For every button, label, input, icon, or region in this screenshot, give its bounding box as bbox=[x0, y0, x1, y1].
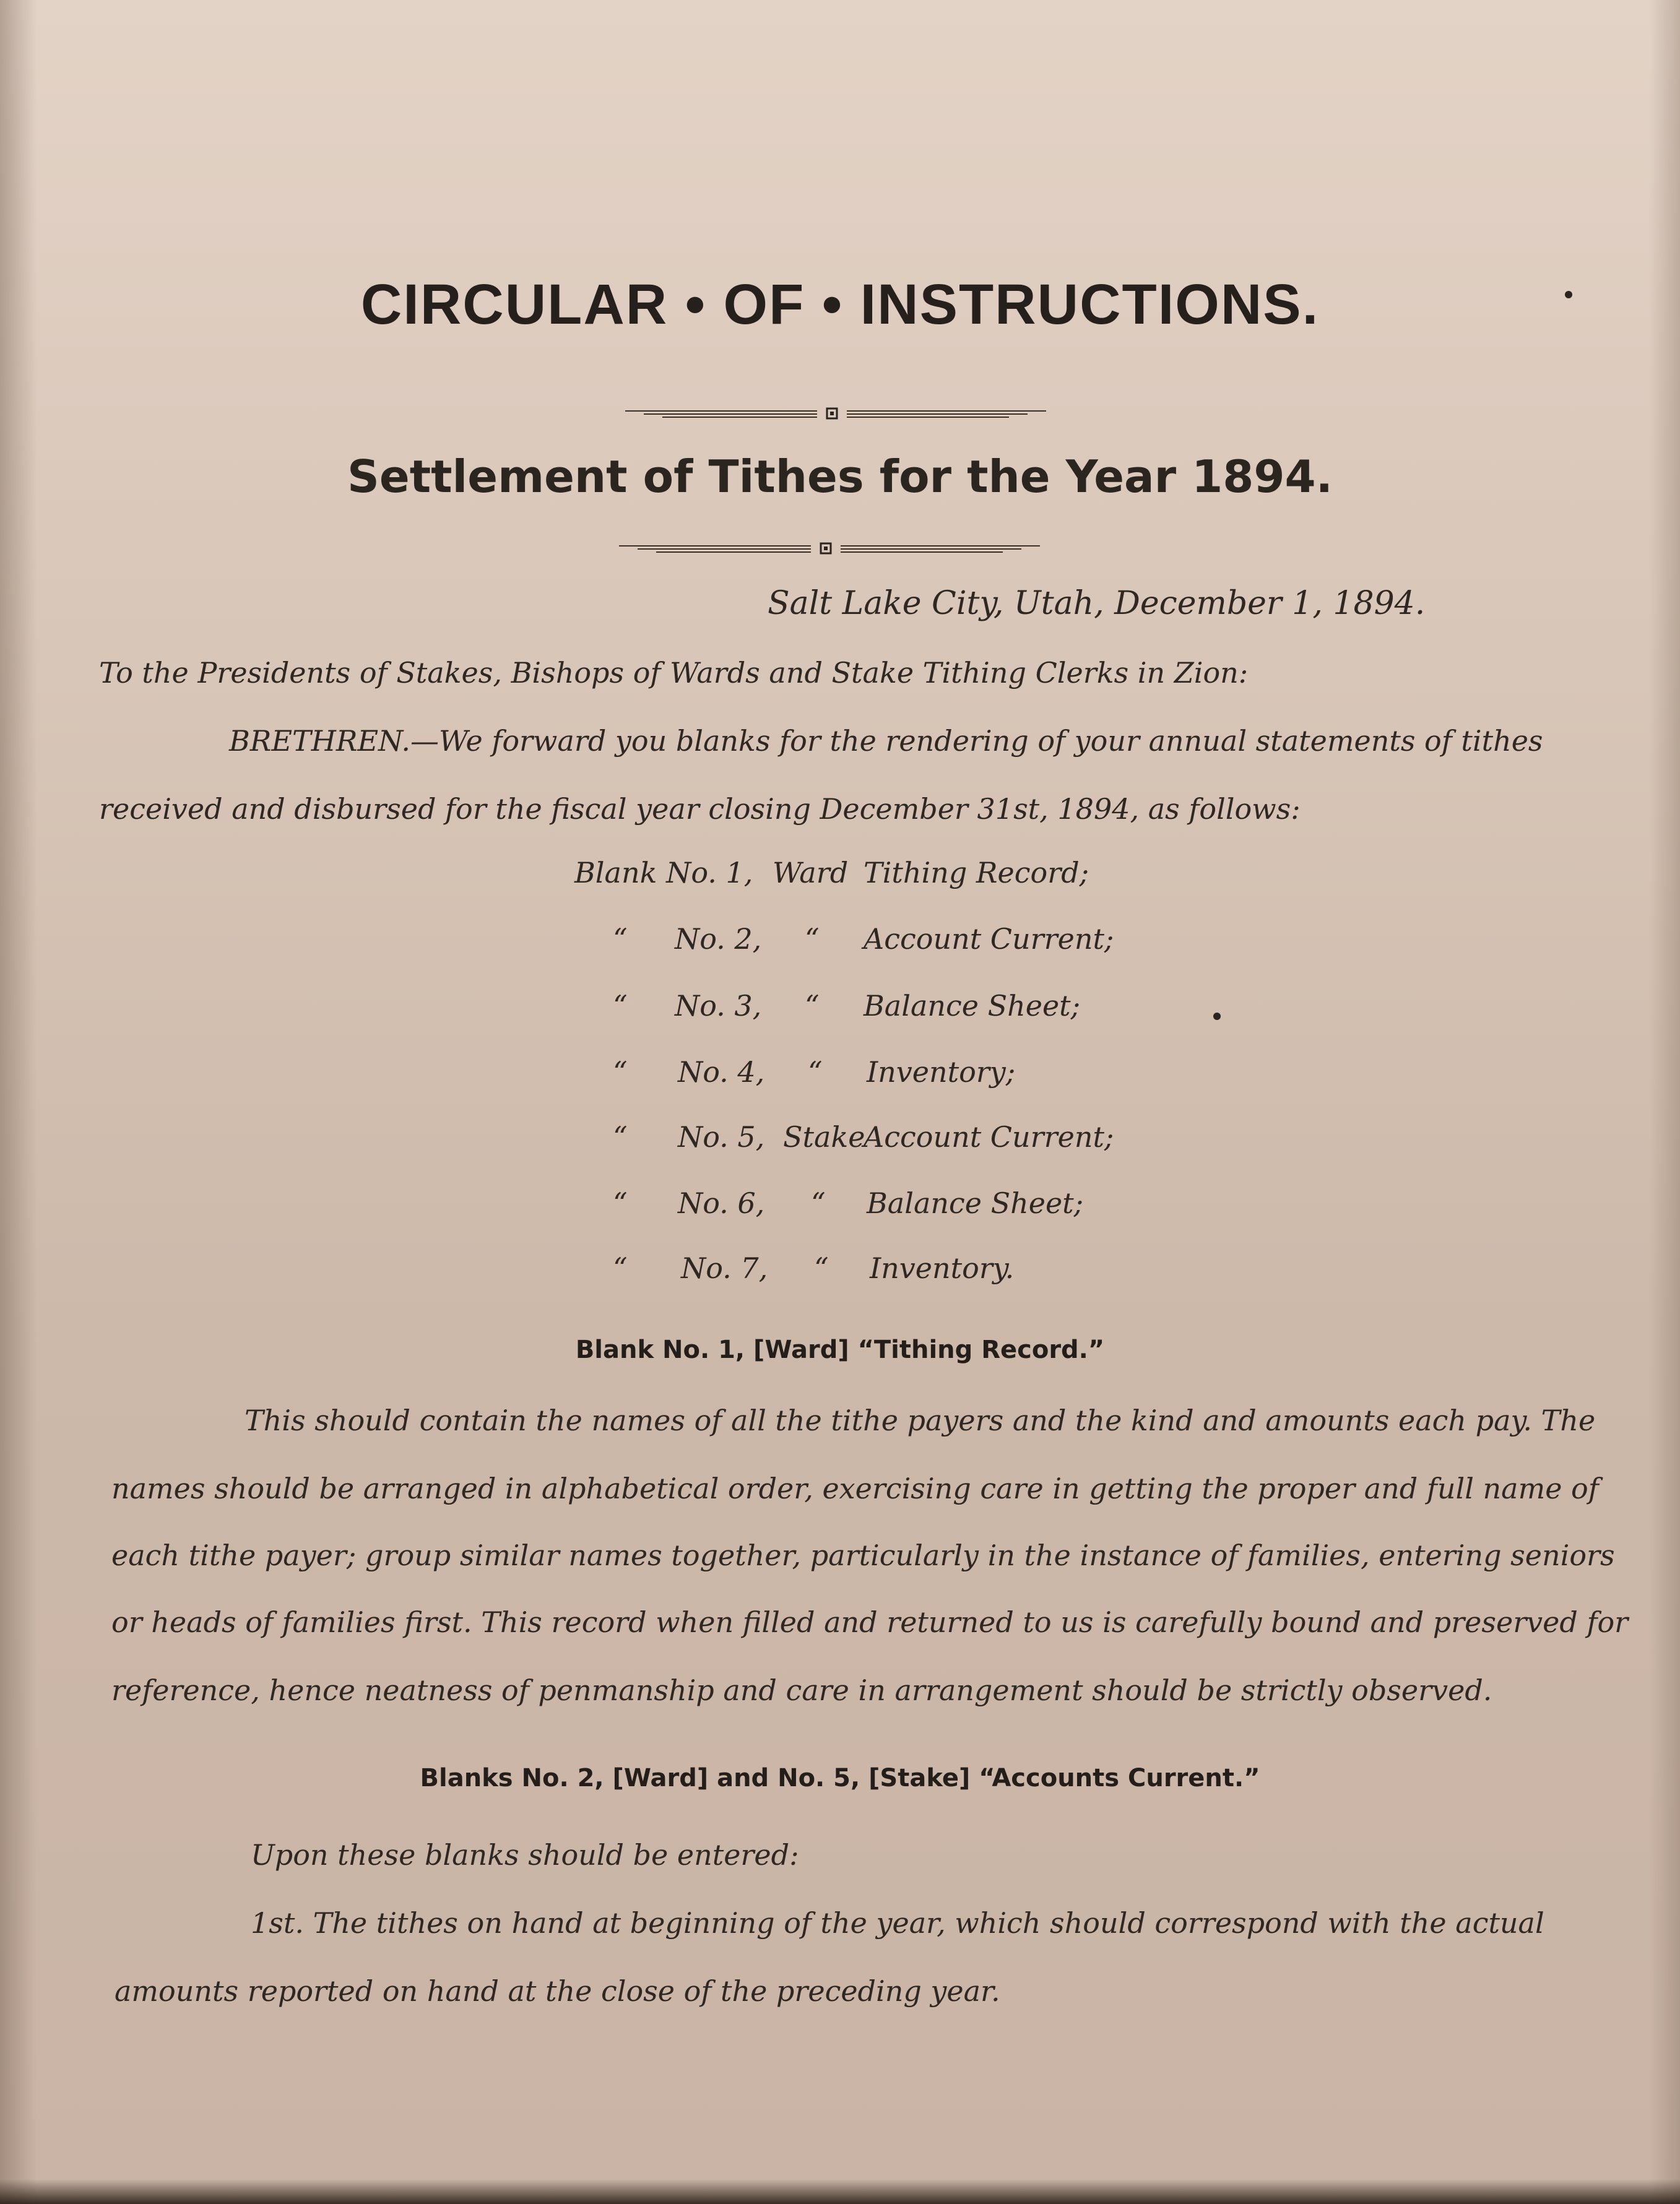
blank-scope: Stake bbox=[783, 1120, 865, 1154]
ditto-mark: “ bbox=[613, 989, 628, 1022]
blank-number: No. 7, bbox=[681, 1251, 768, 1285]
ditto-mark: “ bbox=[613, 1055, 628, 1089]
intro-line: received and disbursed for the fiscal year closing December 31st, 1894, as follows: bbox=[99, 792, 1301, 826]
section-heading: Blank No. 1, [Ward] “Tithing Record.” bbox=[575, 1336, 1105, 1364]
paragraph-line: names should be arranged in alphabetical order, exercising care in getting the proper and full name of bbox=[111, 1472, 1599, 1505]
blank-scope: “ bbox=[814, 1251, 829, 1285]
ink-speck bbox=[1565, 291, 1572, 298]
blank-name: Account Current; bbox=[864, 922, 1114, 956]
blank-number: No. 4, bbox=[678, 1055, 765, 1089]
ornamental-rule-icon bbox=[619, 542, 1040, 555]
section-heading: Blanks No. 2, [Ward] and No. 5, [Stake] “Accounts Current.” bbox=[420, 1764, 1260, 1792]
blank-number: No. 5, bbox=[678, 1120, 765, 1154]
blank-scope: “ bbox=[808, 1055, 823, 1089]
blank-name: Balance Sheet; bbox=[864, 989, 1081, 1022]
blank-name: Tithing Record; bbox=[864, 856, 1089, 889]
paragraph-line: 1st. The tithes on hand at beginning of the year, which should correspond with the actual bbox=[251, 1906, 1544, 1940]
blank-number: No. 3, bbox=[675, 989, 762, 1022]
blank-name: Balance Sheet; bbox=[867, 1186, 1084, 1220]
ditto-mark: “ bbox=[613, 1186, 628, 1220]
paragraph-line: reference, hence neatness of penmanship and care in arrangement should be strictly observed. bbox=[111, 1674, 1492, 1707]
ditto-mark: “ bbox=[613, 922, 628, 956]
document-title: CIRCULAR • OF • INSTRUCTIONS. bbox=[360, 273, 1320, 336]
salutation: To the Presidents of Stakes, Bishops of Wards and Stake Tithing Clerks in Zion: bbox=[99, 656, 1249, 689]
blank-name: Inventory; bbox=[867, 1055, 1016, 1089]
paragraph-line: This should contain the names of all the tithe payers and the kind and amounts each pay. The bbox=[245, 1404, 1596, 1437]
page-bottom-edge bbox=[0, 2179, 1680, 2204]
blank-number: No. 6, bbox=[678, 1186, 765, 1220]
blank-scope: Ward bbox=[773, 856, 849, 889]
blank-number: Blank No. 1, bbox=[574, 856, 753, 889]
blank-scope: “ bbox=[805, 922, 820, 956]
ornamental-rule-icon bbox=[625, 407, 1046, 420]
ink-speck bbox=[1213, 1013, 1221, 1020]
paragraph-line: amounts reported on hand at the close of the preceding year. bbox=[115, 1974, 1000, 2008]
blank-scope: “ bbox=[805, 989, 820, 1022]
blank-number: No. 2, bbox=[675, 922, 762, 956]
paragraph-line: each tithe payer; group similar names together, particularly in the instance of families, entering seniors bbox=[111, 1539, 1615, 1572]
blank-scope: “ bbox=[811, 1186, 826, 1220]
paragraph-line: or heads of families first. This record when filled and returned to us is carefully bound and preserved for bbox=[111, 1605, 1629, 1639]
dateline: Salt Lake City, Utah, December 1, 1894. bbox=[768, 585, 1426, 622]
blank-name: Account Current; bbox=[864, 1120, 1114, 1154]
paragraph-line: Upon these blanks should be entered: bbox=[251, 1838, 799, 1872]
document-subtitle: Settlement of Tithes for the Year 1894. bbox=[347, 451, 1333, 503]
ditto-mark: “ bbox=[613, 1120, 628, 1154]
intro-line: BRETHREN.—We forward you blanks for the rendering of your annual statements of tithes bbox=[229, 724, 1543, 758]
blank-name: Inventory. bbox=[870, 1251, 1015, 1285]
ditto-mark: “ bbox=[613, 1251, 628, 1285]
